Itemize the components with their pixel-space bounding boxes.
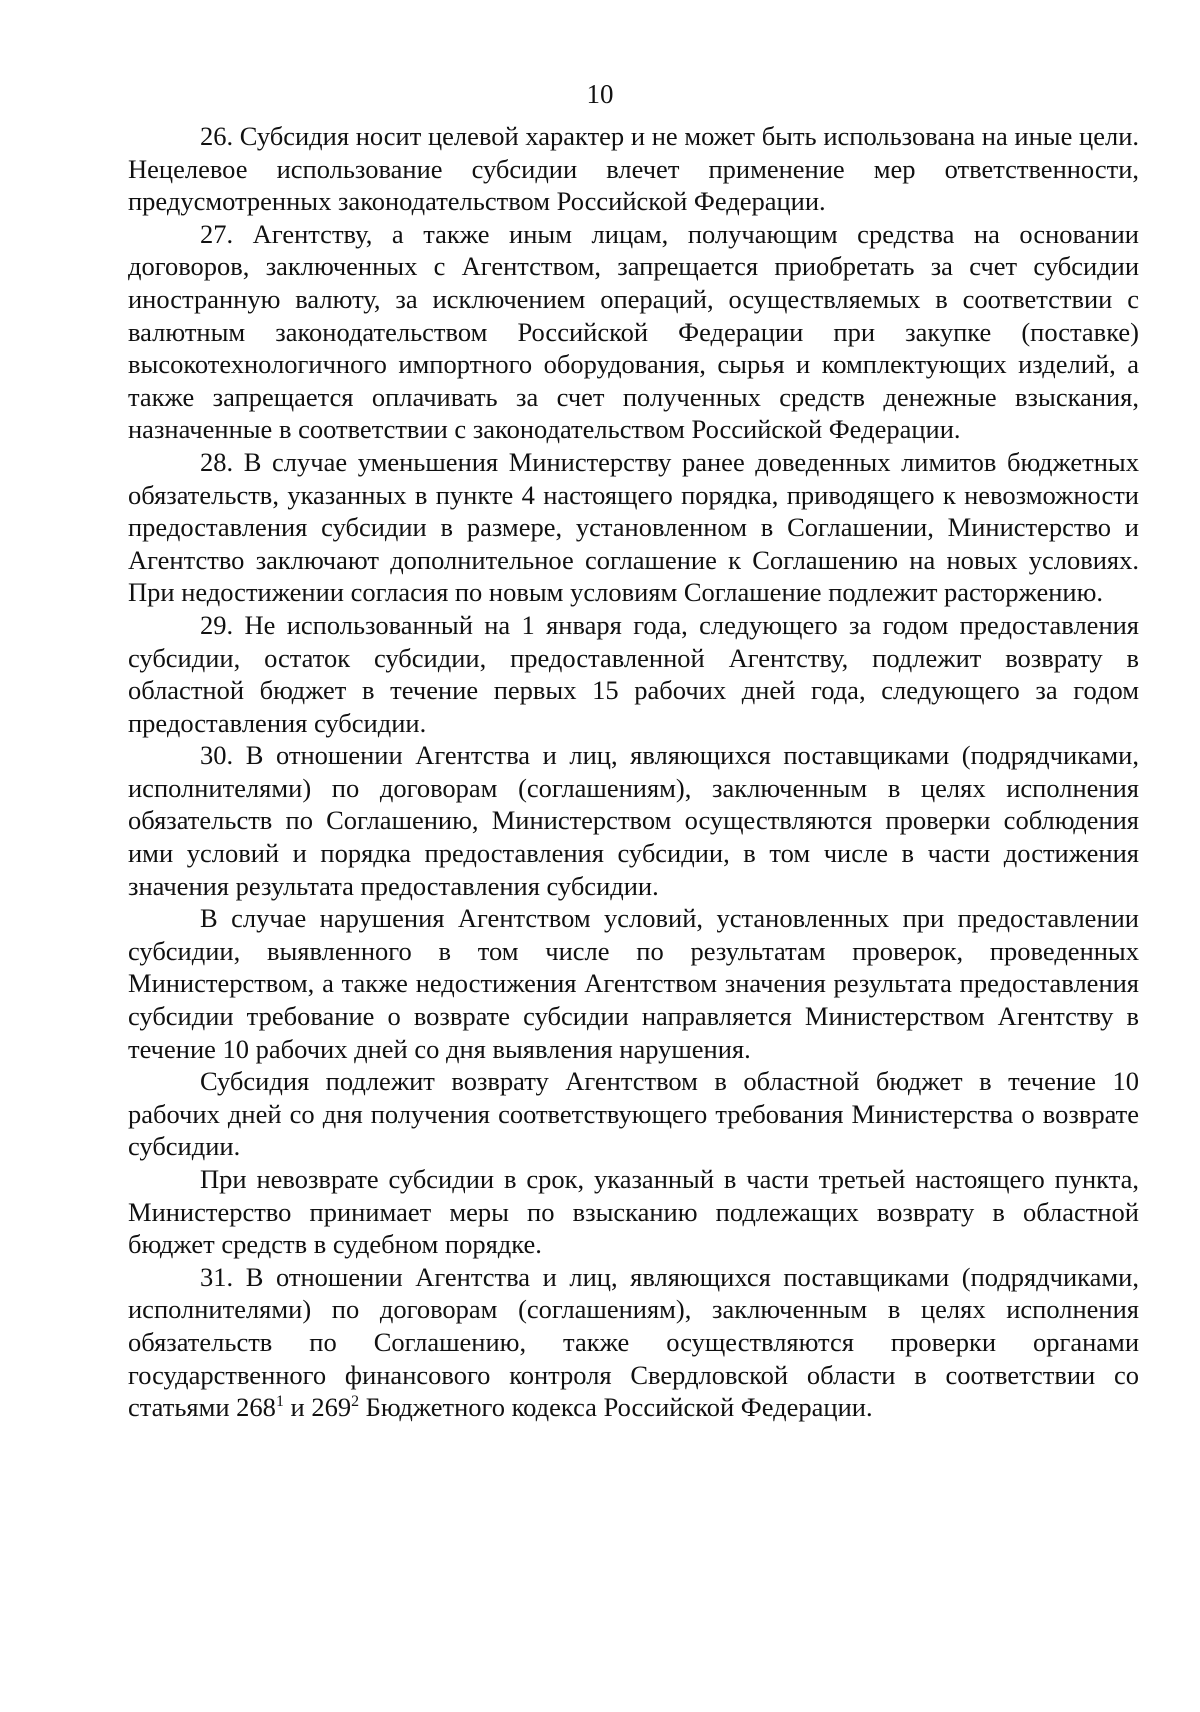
paragraph-29: 29. Не использованный на 1 января года, следующего за годом предоставления субсидии, остаток субсидии, предоставленной Агентству, подлежит возврату в областной бюджет в течение первых 15 рабочих дней года, следующего за годом предоставления субсидии. bbox=[128, 609, 1139, 738]
paragraph-31-text-a: 31. В отношении Агентства и лиц, являющихся поставщиками (подрядчиками, исполнителями) по договорам (соглашениям), заключенным в целях исполнения обязательств по Соглашению, также осуществляются проверки органами государственного финансового контроля Свердловской области в соответствии со статьями 268 bbox=[128, 1261, 1139, 1423]
superscript-2: 2 bbox=[351, 1393, 360, 1411]
paragraph-31-text-b: и 269 bbox=[283, 1392, 352, 1423]
superscript-1: 1 bbox=[275, 1393, 284, 1411]
paragraph-27: 27. Агентству, а также иным лицам, получающим средства на основании договоров, заключенных с Агентством, запрещается приобретать за счет субсидии иностранную валюту, за исключением операций, осуществляемых в соответствии с валютным законодательством Российской Федерации при закупке (поставке) высокотехнологичного импортного оборудования, сырья и комплектующих изделий, а также запрещается оплачивать за счет полученных средств денежные взыскания, назначенные в соответствии с законодательством Российской Федерации. bbox=[128, 218, 1139, 445]
paragraph-28: 28. В случае уменьшения Министерству ранее доведенных лимитов бюджетных обязательств, указанных в пункте 4 настоящего порядка, приводящего к невозможности предоставления субсидии в размере, установленном в Соглашении, Министерство и Агентство заключают дополнительное соглашение к Соглашению на новых условиях. При недостижении согласия по новым условиям Соглашение подлежит расторжению. bbox=[128, 446, 1139, 608]
paragraph-30: 30. В отношении Агентства и лиц, являющихся поставщиками (подрядчиками, исполнителями) по договорам (соглашениям), заключенным в целях исполнения обязательств по Соглашению, Министерством осуществляются проверки соблюдения ими условий и порядка предоставления субсидии, в том числе в части достижения значения результата предоставления субсидии. bbox=[128, 740, 1139, 901]
page-number: 10 bbox=[586, 79, 614, 109]
paragraph-31 bbox=[128, 1261, 1139, 1424]
paragraph-30-part-4: При невозврате субсидии в срок, указанный в части третьей настоящего пункта, Министерство принимает меры по взысканию подлежащих возврату в областной бюджет средств в судебном порядке. bbox=[128, 1164, 1139, 1260]
paragraph-30-part-2: В случае нарушения Агентством условий, установленных при предоставлении субсидии, выявленного в том числе по результатам проверок, проведенных Министерством, а также недостижения Агентством значения результата предоставления субсидии требование о возврате субсидии направляется Министерством Агентству в течение 10 рабочих дней со дня выявления нарушения. bbox=[128, 903, 1139, 1064]
paragraph-31-text-c: Бюджетного кодекса Российской Федерации. bbox=[359, 1392, 873, 1423]
paragraph-26: 26. Субсидия носит целевой характер и не может быть использована на иные цели. Нецелевое использование субсидии влечет применение мер ответственности, предусмотренных законодательством Российской Федерации. bbox=[128, 121, 1139, 217]
paragraph-30-part-3: Субсидия подлежит возврату Агентством в областной бюджет в течение 10 рабочих дней со дня получения соответствующего требования Министерства о возврате субсидии. bbox=[128, 1066, 1139, 1162]
document-body bbox=[128, 120, 1139, 1424]
